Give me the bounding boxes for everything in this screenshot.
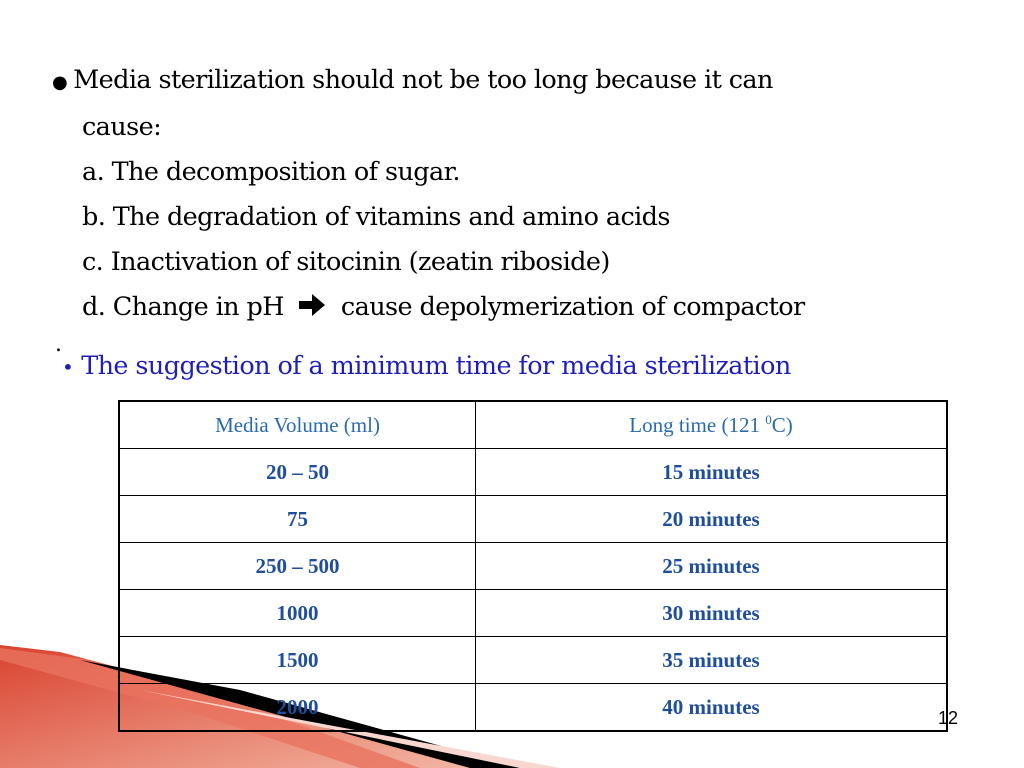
cell-time: 40 minutes xyxy=(476,684,948,732)
cell-volume: 75 xyxy=(119,496,476,543)
header-time-sup: 0 xyxy=(765,412,772,427)
cell-time: 25 minutes xyxy=(476,543,948,590)
suggestion-line xyxy=(62,344,791,390)
item-d-before: d. Change in pH xyxy=(82,292,284,322)
bullet-dot: ● xyxy=(52,72,68,93)
suggestion-text: The suggestion of a minimum time for media sterilization xyxy=(81,351,791,381)
table-row xyxy=(119,684,947,732)
cell-volume: 20 – 50 xyxy=(119,449,476,496)
cell-volume: 1500 xyxy=(119,637,476,684)
cell-time: 30 minutes xyxy=(476,590,948,637)
item-d-after: cause depolymerization of compactor xyxy=(340,292,805,322)
item-d xyxy=(52,285,992,331)
intro-text: Media sterilization should not be too long because it can xyxy=(73,65,773,95)
table-row xyxy=(119,590,947,637)
cell-volume: 1000 xyxy=(119,590,476,637)
cell-volume: 2000 xyxy=(119,684,476,732)
header-volume: Media Volume (ml) xyxy=(119,401,476,449)
header-time-suffix: C) xyxy=(771,413,793,437)
table-row xyxy=(119,637,947,684)
item-c: c. Inactivation of sitocinin (zeatin riboside) xyxy=(82,247,610,277)
bullet-intro xyxy=(52,58,992,105)
stray-mark: . xyxy=(55,332,62,357)
cell-time: 15 minutes xyxy=(476,449,948,496)
table-row xyxy=(119,449,947,496)
header-time-prefix: Long time (121 xyxy=(629,413,766,437)
right-arrow-icon xyxy=(299,286,325,331)
cell-time: 35 minutes xyxy=(476,637,948,684)
cell-time: 20 minutes xyxy=(476,496,948,543)
item-a: a. The decomposition of sugar. xyxy=(82,157,460,187)
table-row xyxy=(119,496,947,543)
table-row xyxy=(119,543,947,590)
intro-continued: cause: xyxy=(82,112,162,142)
header-time xyxy=(476,401,948,449)
table-header-row xyxy=(119,401,947,449)
page-number: 12 xyxy=(938,708,959,728)
sterilization-table xyxy=(118,400,948,732)
bullet-list xyxy=(52,58,992,331)
suggestion-bullet: • xyxy=(62,355,74,379)
cell-volume: 250 – 500 xyxy=(119,543,476,590)
item-b: b. The degradation of vitamins and amino acids xyxy=(82,202,670,232)
